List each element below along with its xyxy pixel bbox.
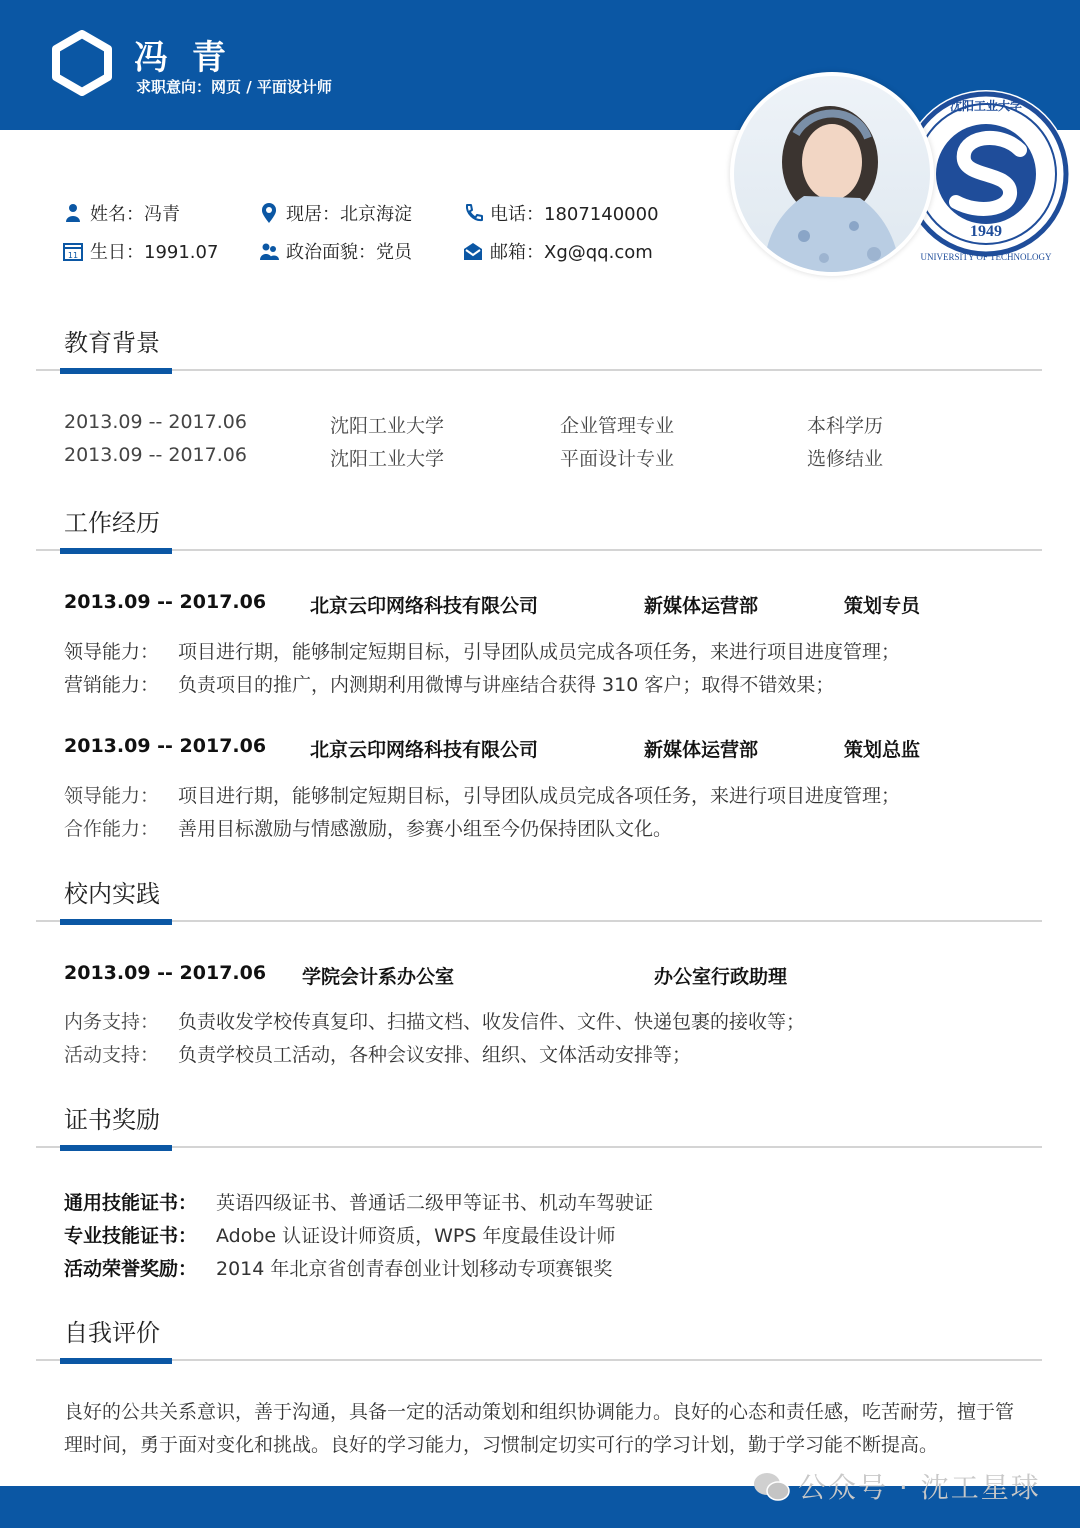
section-accent-bar [60, 1358, 172, 1364]
edu-period: 2013.09 -- 2017.06 [64, 411, 247, 433]
cert-label: 通用技能证书： [64, 1192, 198, 1214]
job-intent: 求职意向：网页 / 平面设计师 [136, 78, 332, 96]
job-item-label: 营销能力： [64, 674, 160, 696]
job-item-text: 项目进行期，能够制定短期目标，引导团队成员完成各项任务，来进行项目进度管理； [178, 785, 901, 807]
info-politics [258, 240, 412, 264]
calendar-icon [62, 240, 84, 262]
section-title-work: 工作经历 [64, 509, 160, 537]
seal-cn: 沈阳工业大学 [949, 99, 1023, 113]
job-item-text: 项目进行期，能够制定短期目标，引导团队成员完成各项任务，来进行项目进度管理； [178, 641, 901, 663]
watermark-text: 公众号 · 沈工星球 [798, 1471, 1041, 1504]
section-title-certs: 证书奖励 [64, 1106, 160, 1134]
job-dept: 新媒体运营部 [644, 595, 759, 617]
profile-photo [734, 76, 930, 272]
job-period: 2013.09 -- 2017.06 [64, 735, 267, 757]
campus-item-text: 负责学校员工活动，各种会议安排、组织、文体活动安排等； [178, 1044, 692, 1066]
campus-period: 2013.09 -- 2017.06 [64, 962, 267, 984]
section-divider [36, 920, 1042, 922]
job-item-text: 负责项目的推广，内测期利用微博与讲座结合获得 310 客户；取得不错效果； [178, 674, 835, 696]
info-birth [62, 240, 218, 264]
people-icon [258, 240, 280, 262]
mail-icon [462, 240, 484, 262]
cert-text: 2014 年北京省创青春创业计划移动专项赛银奖 [216, 1258, 613, 1280]
job-dept: 新媒体运营部 [644, 739, 759, 761]
cert-text: 英语四级证书、普通话二级甲等证书、机动车驾驶证 [216, 1192, 654, 1214]
phone-icon [462, 202, 484, 224]
section-divider [36, 549, 1042, 551]
section-accent-bar [60, 1145, 172, 1151]
wechat-icon [752, 1471, 792, 1503]
seal-year: 1949 [970, 223, 1002, 240]
campus-item-label: 活动支持： [64, 1044, 160, 1066]
edu-school: 沈阳工业大学 [330, 415, 445, 437]
svg-text:11: 11 [67, 251, 79, 260]
cert-text: Adobe 认证设计师资质，WPS 年度最佳设计师 [216, 1225, 616, 1247]
info-name [62, 202, 180, 226]
edu-degree: 本科学历 [807, 415, 884, 437]
watermark [752, 1466, 1041, 1506]
job-role: 策划总监 [844, 739, 921, 761]
cert-label: 专业技能证书： [64, 1225, 198, 1247]
job-period: 2013.09 -- 2017.06 [64, 591, 267, 613]
job-role: 策划专员 [844, 595, 921, 617]
candidate-name: 冯 青 [134, 38, 232, 78]
section-title-campus: 校内实践 [64, 880, 160, 908]
info-birth-text: 生日：1991.07 [90, 242, 219, 263]
cert-label: 活动荣誉奖励： [64, 1258, 198, 1280]
section-divider [36, 1146, 1042, 1148]
info-residence [258, 202, 412, 226]
section-accent-bar [60, 548, 172, 554]
section-accent-bar [60, 919, 172, 925]
person-icon [62, 202, 84, 224]
edu-school: 沈阳工业大学 [330, 448, 445, 470]
job-company: 北京云印网络科技有限公司 [310, 595, 539, 617]
edu-period: 2013.09 -- 2017.06 [64, 444, 247, 466]
section-accent-bar [60, 368, 172, 374]
section-divider [36, 1359, 1042, 1361]
seal-text: UNIVERSITY OF TECHNOLOGY [920, 252, 1052, 262]
job-item-label: 领导能力： [64, 641, 160, 663]
job-item-label: 合作能力： [64, 818, 160, 840]
info-name-text: 姓名：冯青 [90, 204, 180, 225]
campus-org: 学院会计系办公室 [302, 966, 455, 988]
edu-degree: 选修结业 [807, 448, 884, 470]
info-politics-text: 政治面貌：党员 [286, 242, 412, 263]
campus-item-text: 负责收发学校传真复印、扫描文档、收发信件、文件、快递包裹的接收等； [178, 1011, 806, 1033]
job-item-text: 善用目标激励与情感激励，参赛小组至今仍保持团队文化。 [178, 818, 673, 840]
info-phone [462, 202, 659, 226]
location-pin-icon [258, 202, 280, 224]
info-residence-text: 现居：北京海淀 [286, 204, 412, 225]
campus-item-label: 内务支持： [64, 1011, 160, 1033]
campus-role: 办公室行政助理 [654, 966, 788, 988]
section-title-self: 自我评价 [64, 1319, 160, 1347]
section-divider [36, 369, 1042, 371]
section-title-education: 教育背景 [64, 329, 160, 357]
job-company: 北京云印网络科技有限公司 [310, 739, 539, 761]
info-email-text: 邮箱：Xg@qq.com [490, 242, 653, 263]
info-email [462, 240, 653, 264]
hexagon-logo-icon [52, 30, 112, 96]
edu-major: 企业管理专业 [560, 415, 675, 437]
job-item-label: 领导能力： [64, 785, 160, 807]
self-evaluation-text: 良好的公共关系意识，善于沟通，具备一定的活动策划和组织协调能力。良好的心态和责任感，吃苦耐劳，擅于管理时间，勇于面对变化和挑战。良好的学习能力，习惯制定切实可行的学习计划，勤于学习能不断提高。 [64, 1401, 1015, 1456]
edu-major: 平面设计专业 [560, 448, 675, 470]
info-phone-text: 电话：1807140000 [490, 204, 659, 225]
